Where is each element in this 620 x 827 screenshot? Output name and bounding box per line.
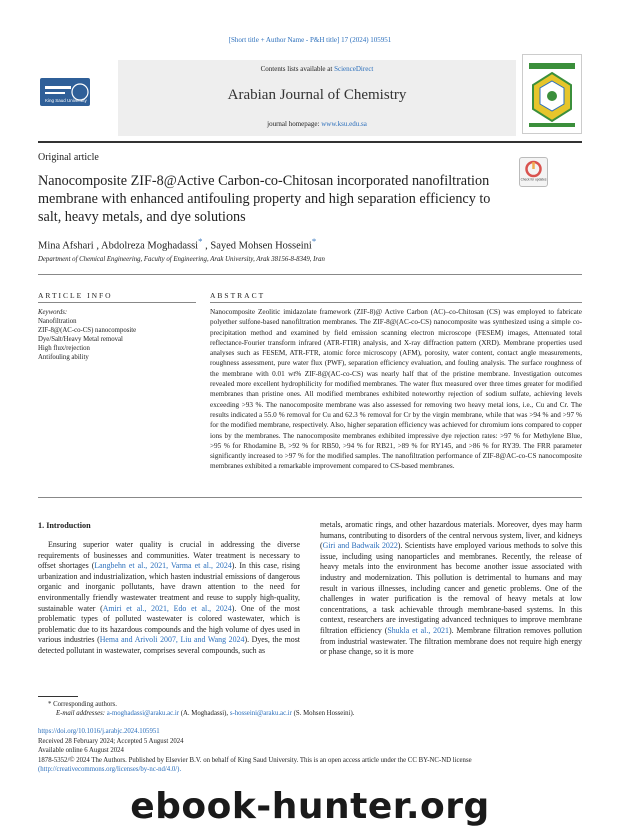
body-text: Ensuring superior water quality is crucial in addressing the diverse requirements of businesses and communities. Water treatment is necessary to offset shortages ( <box>38 540 300 571</box>
homepage-prefix: journal homepage: <box>267 120 322 128</box>
body-column-right <box>320 520 582 658</box>
article-title: Nanocomposite ZIF-8@Active Carbon-co-Chitosan incorporated nanofiltration membrane with enhanced antifouling property and high separation efficiency to salt, heavy metals, and dye solutions <box>38 173 491 225</box>
running-header: [Short title + Author Name - P&H title] 17 (2024) 105951 <box>228 36 392 44</box>
abstract-heading: ABSTRACT <box>210 291 266 300</box>
body-text: ). Membrane filtration removes pollution from industrial wastewater. The filtration membrane does not require high energy or phase change, so it is more <box>320 625 582 657</box>
corresponding-note: * Corresponding authors. <box>48 701 117 708</box>
abstract-end-rule <box>38 497 582 498</box>
contents-prefix: Contents lists available at <box>260 65 335 73</box>
author-list <box>38 236 316 252</box>
paragraph <box>38 540 300 657</box>
publisher-logo <box>38 64 98 122</box>
keyword: Antifouling ability <box>38 354 89 361</box>
publisher-logo-label: King Saud University <box>45 98 87 103</box>
keywords-label: Keywords: <box>38 309 68 316</box>
author-separator: , <box>202 240 211 252</box>
body-text: ). One of the most problematic types of polluted wastewater is colored wastewater, which is problematic due to its hazardous compounds and the high volume of dyes used in various industries ( <box>38 603 300 645</box>
doi-link[interactable]: https://doi.org/10.1016/j.arabjc.2024.105951 <box>38 728 160 735</box>
author-name: Abdolreza Moghadassi <box>101 240 199 252</box>
body-text: ). Dyes, the most detected pollutant in wastewater, comprises several compounds, such as <box>38 635 300 655</box>
email-label: E-mail addresses: <box>56 710 107 717</box>
contents-line <box>118 65 516 73</box>
journal-masthead <box>38 60 582 136</box>
journal-name: Arabian Journal of Chemistry <box>227 87 407 103</box>
article-info-heading: ARTICLE INFO <box>38 291 113 300</box>
keywords-block <box>38 308 198 362</box>
license-text: 1878-5352/© 2024 The Authors. Published by Elsevier B.V. on behalf of King Saud University. This is an open access article under the CC BY-NC-ND license <box>38 756 472 764</box>
citation-link[interactable]: Shukla et al., 2021 <box>387 625 449 635</box>
available-date: Available online 6 August 2024 <box>38 747 124 754</box>
watermark: ebook-hunter.org <box>130 786 490 827</box>
abstract-rule <box>210 302 582 303</box>
homepage-line <box>118 120 516 128</box>
received-date: Received 28 February 2024; Accepted 5 August 2024 <box>38 737 184 745</box>
author-name: Sayed Mohsen Hosseini <box>210 240 312 252</box>
check-updates-label: Check for updates <box>520 177 547 182</box>
body-text: ). Scientists have employed various methods to solve this issue, including using nanoparticles and membranes. Recently, the release of heavy metals into the environment has become another issue associated with industry and modernization. This pollution is detrimental to humans and may result in various illnesses, including cancer and genetic problems. One of the challenges in water purification is the removal of heavy metals at low concentrations, a task achievable through membrane-based systems. In this context, researchers are investigating advanced techniques to improve membrane filtration efficiency ( <box>320 541 582 635</box>
publication-info <box>38 727 583 775</box>
paragraph <box>320 520 582 658</box>
affiliation: Department of Chemical Engineering, Faculty of Engineering, Arak University, Arak 38156-8-8349, Iran <box>38 256 325 263</box>
sciencedirect-link[interactable]: ScienceDirect <box>334 65 374 73</box>
citation-link[interactable]: Amiri et al., 2021, Edo et al., 2024 <box>102 603 232 613</box>
author-separator: , <box>93 240 101 252</box>
section-heading: 1. Introduction <box>38 521 91 530</box>
email-owner: (S. Mohsen Hosseini). <box>291 710 355 717</box>
affiliation-rule <box>38 274 582 275</box>
body-column-left <box>38 540 300 657</box>
ksu-logo-icon <box>40 78 90 106</box>
email-owner: (A. Moghadassi), <box>179 710 230 717</box>
citation-link[interactable]: Langbehn et al., 2021, Varma et al., 2024 <box>94 561 232 571</box>
keyword: ZIF-8@(AC-co-CS) nanocomposite <box>38 327 137 334</box>
keyword: High flux/rejection <box>38 345 90 352</box>
email-link[interactable]: a-moghadassi@araku.ac.ir <box>106 710 180 717</box>
footnote <box>48 700 588 718</box>
citation-link[interactable]: Giri and Badwaik 2022 <box>322 541 398 551</box>
license-link[interactable]: (http://creativecommons.org/licenses/by-nc-nd/4.0/). <box>38 766 182 773</box>
author-name: Mina Afshari <box>38 240 94 252</box>
body-text: ). In this case, rising urbanization and industrialization, which hasten industrial emissions of dangerous organic and inorganic pollutants, have drawn attention to the need for environmentally friendly wastewater treatment and reuse to supply high-quality, sustainable water ( <box>38 561 300 613</box>
citation-link[interactable]: Hema and Arivoli 2007, Liu and Wang 2024 <box>99 635 245 645</box>
article-info-rule <box>38 302 196 303</box>
journal-cover-icon <box>522 54 582 134</box>
email-link[interactable]: s-hosseini@araku.ac.ir <box>229 710 292 717</box>
homepage-link[interactable]: www.ksu.edu.sa <box>321 120 367 128</box>
keyword: Dye/Salt/Heavy Metal removal <box>38 336 123 343</box>
corresponding-mark[interactable]: * <box>311 236 317 246</box>
corresponding-mark[interactable]: * <box>198 236 203 246</box>
check-updates-icon[interactable] <box>519 157 548 187</box>
article-type: Original article <box>38 152 99 163</box>
body-text: metals, aromatic rings, and other hazardous materials. Moreover, dyes may harm humans, contributing to disorders of the central nervous system, liver, and kidneys ( <box>320 520 582 551</box>
abstract-text: Nanocomposite Zeolitic imidazolate framework (ZIF-8)@ Active Carbon (AC)–co-Chitosan (CS) was employed to fabricate polyether sulfone-based nanofiltration membranes. The ZIF-8@(AC-co-CS) nanocomposite was synthesized using a simple co-precipitation method and examined by field emission scanning electron microscope (FESEM) images, Attenuated total reflectance-Fourier transform infrared (ATR-FTIR) analysis, and X-ray diffraction pattern (XRD). Membrane properties used analyses such as FESEM, ATR-FTR, atomic force microscopy (AFM), porosity, water content, contact angle measurements, roughness assessment, pure water flux (PWF), separation efficiency evaluation, and fouling analysis. The surface roughness of the membrane with 0.01 wt% ZIF-8@(AC-co-CS) was nearly half that of the pristine membrane. Investigation outcomes revealed more excellent hydrophilicity for modified membranes. The water flux measured over three times greater for modified membranes than pristine ones. All modified membranes exhibited noteworthy rejection of sodium sulfate, achieving levels exceeding >93 %. The nanocomposite membrane was also assessed for removing two heavy metal ions, i.e., Cu and Cr. The results indicated a 55.0 % removal for Cu and 62.3 % removal for Cr by the virgin membrane, while that was >94 % and >97 % for the modified membrane, respectively. Also, higher separation efficiency was achieved for chromium ions compared to copper ions by the membranes. The nanocomposite membranes exhibited impressive dye rejection rates: >97 % for Methylene Blue, >95 % for Rhodamine B, >92 % for RB50, >94 % for RB21, >89 % for RY145, and >86 % for RY39. The FRR parameter significantly increased to >97 % for the modified samples. The nanofiltration performance of ZIF-8@AC-co-CS nanocomposite membranes exhibited a remarkable improvement compared to CS-based membranes. <box>210 308 582 471</box>
keyword: Nanofiltration <box>38 318 77 325</box>
header-band <box>118 60 516 136</box>
header-rule <box>38 141 582 143</box>
footnote-rule <box>38 696 78 697</box>
